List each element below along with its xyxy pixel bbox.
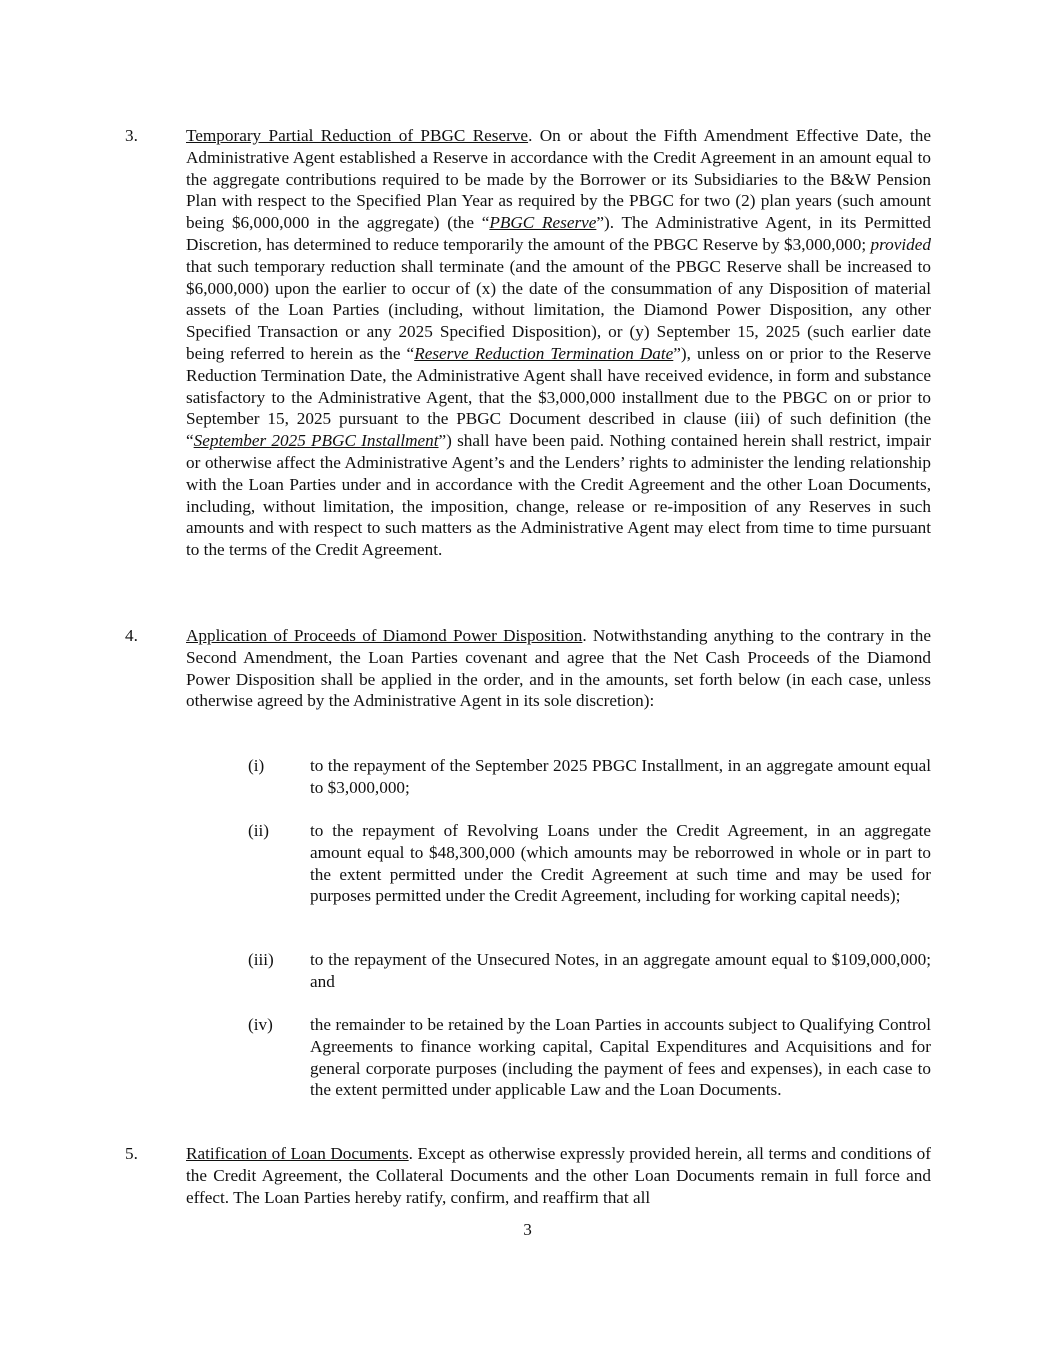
section-text: that such temporary reduction shall terminate (and the amount of the PBGC Reserve shall be increased to $6,000,000) upon the earlier to occur of (x) the date of the consummation of any Disposition of material assets of the Loan Parties (including, without limitation, the Diamond Power Disposition, any other Specified Transaction or any 2025 Specified Disposition), or (y) September 15, 2025 (such earlier date being referred to herein as the “ xyxy=(186,256,931,363)
list-item xyxy=(248,755,931,799)
list-item-label: (ii) xyxy=(248,821,269,840)
list-item xyxy=(248,1014,931,1101)
list-item-label: (iv) xyxy=(248,1015,273,1034)
section-text: ”) shall have been paid. Nothing contained herein shall restrict, impair or otherwise affect the Administrative Agent’s and the Lenders’ rights to administer the lending relationship with the Loan Parties under and in accordance with the Credit Agreement and the other Loan Documents, including, without limitation, the imposition, change, release or re-imposition of any Reserves in such amounts and with respect to such matters as the Administrative Agent may elect from time to time pursuant to the terms of the Credit Agreement. xyxy=(186,431,931,560)
section-text: . On or about the Fifth Amendment Effective Date, the Administrative Agent established a Reserve in accordance with the Credit Agreement in an amount equal to the aggregate contributions required to be made by the Borrower or its Subsidiaries to the B&W Pension Plan with respect to the Specified Plan Year as required by the PBGC for two (2) plan years (such amount being $6,000,000 in the aggregate) (the “ xyxy=(186,126,931,233)
section-number: 5. xyxy=(125,1144,138,1163)
section-heading: Temporary Partial Reduction of PBGC Reserve xyxy=(186,126,529,145)
list-item-label: (i) xyxy=(248,756,265,775)
list-item xyxy=(248,820,931,907)
list-item-text: to the repayment of the Unsecured Notes, in an aggregate amount equal to $109,000,000; and xyxy=(310,950,931,991)
section-heading: Ratification of Loan Documents xyxy=(186,1144,409,1163)
section-text: ”). The Administrative Agent, in its Permitted Discretion, has determined to reduce temporarily the amount of the PBGC Reserve by $3,000,000; xyxy=(186,213,931,254)
list-item-text: the remainder to be retained by the Loan Parties in accounts subject to Qualifying Control Agreements to finance working capital, Capital Expenditures and Acquisitions and for general corporate purposes (including the payment of fees and expenses), in each case to the extent permitted under applicable Law and the Loan Documents. xyxy=(310,1015,931,1100)
section-number: 4. xyxy=(125,626,138,645)
list-item-text: to the repayment of Revolving Loans under the Credit Agreement, in an aggregate amount equal to $48,300,000 (which amounts may be reborrowed in whole or in part to the extent permitted under the Credit Agreement at such time and may be used for purposes permitted under the Credit Agreement, including for working capital needs); xyxy=(310,821,931,906)
section-number: 3. xyxy=(125,126,138,145)
section-4 xyxy=(125,625,931,712)
italic-word: provided xyxy=(870,234,931,254)
defined-term: Reserve Reduction Termination Date xyxy=(414,343,674,363)
list-item-text: to the repayment of the September 2025 PBGC Installment, in an aggregate amount equal to $3,000,000; xyxy=(310,756,931,797)
section-5 xyxy=(125,1143,932,1208)
page-number: 3 xyxy=(523,1220,532,1239)
section-3 xyxy=(125,125,931,561)
list-item xyxy=(248,949,931,993)
section-heading: Application of Proceeds of Diamond Power Disposition xyxy=(186,626,583,645)
section-text: . Except as otherwise expressly provided herein, all terms and conditions of the Credit Agreement, the Collateral Documents and the other Loan Documents remain in full force and effect. The Loan Parties hereby ratify, confirm, and reaffirm that all xyxy=(186,1144,932,1207)
section-text: . Notwithstanding anything to the contrary in the Second Amendment, the Loan Parties covenant and agree that the Net Cash Proceeds of the Diamond Power Disposition shall be applied in the order, and in the amounts, set forth below (in each case, unless otherwise agreed by the Administrative Agent in its sole discretion): xyxy=(186,626,931,711)
defined-term: PBGC Reserve xyxy=(489,213,597,233)
section-text: ”), unless on or prior to the Reserve Reduction Termination Date, the Administrative Agent shall have received evidence, in form and substance satisfactory to the Administrative Agent, that the $3,000,000 installment due to the PBGC on or prior to September 15, 2025 pursuant to the PBGC Document described in clause (iii) of such definition (the “ xyxy=(186,343,931,451)
defined-term: September 2025 PBGC Installment xyxy=(193,431,439,451)
list-item-label: (iii) xyxy=(248,950,274,969)
